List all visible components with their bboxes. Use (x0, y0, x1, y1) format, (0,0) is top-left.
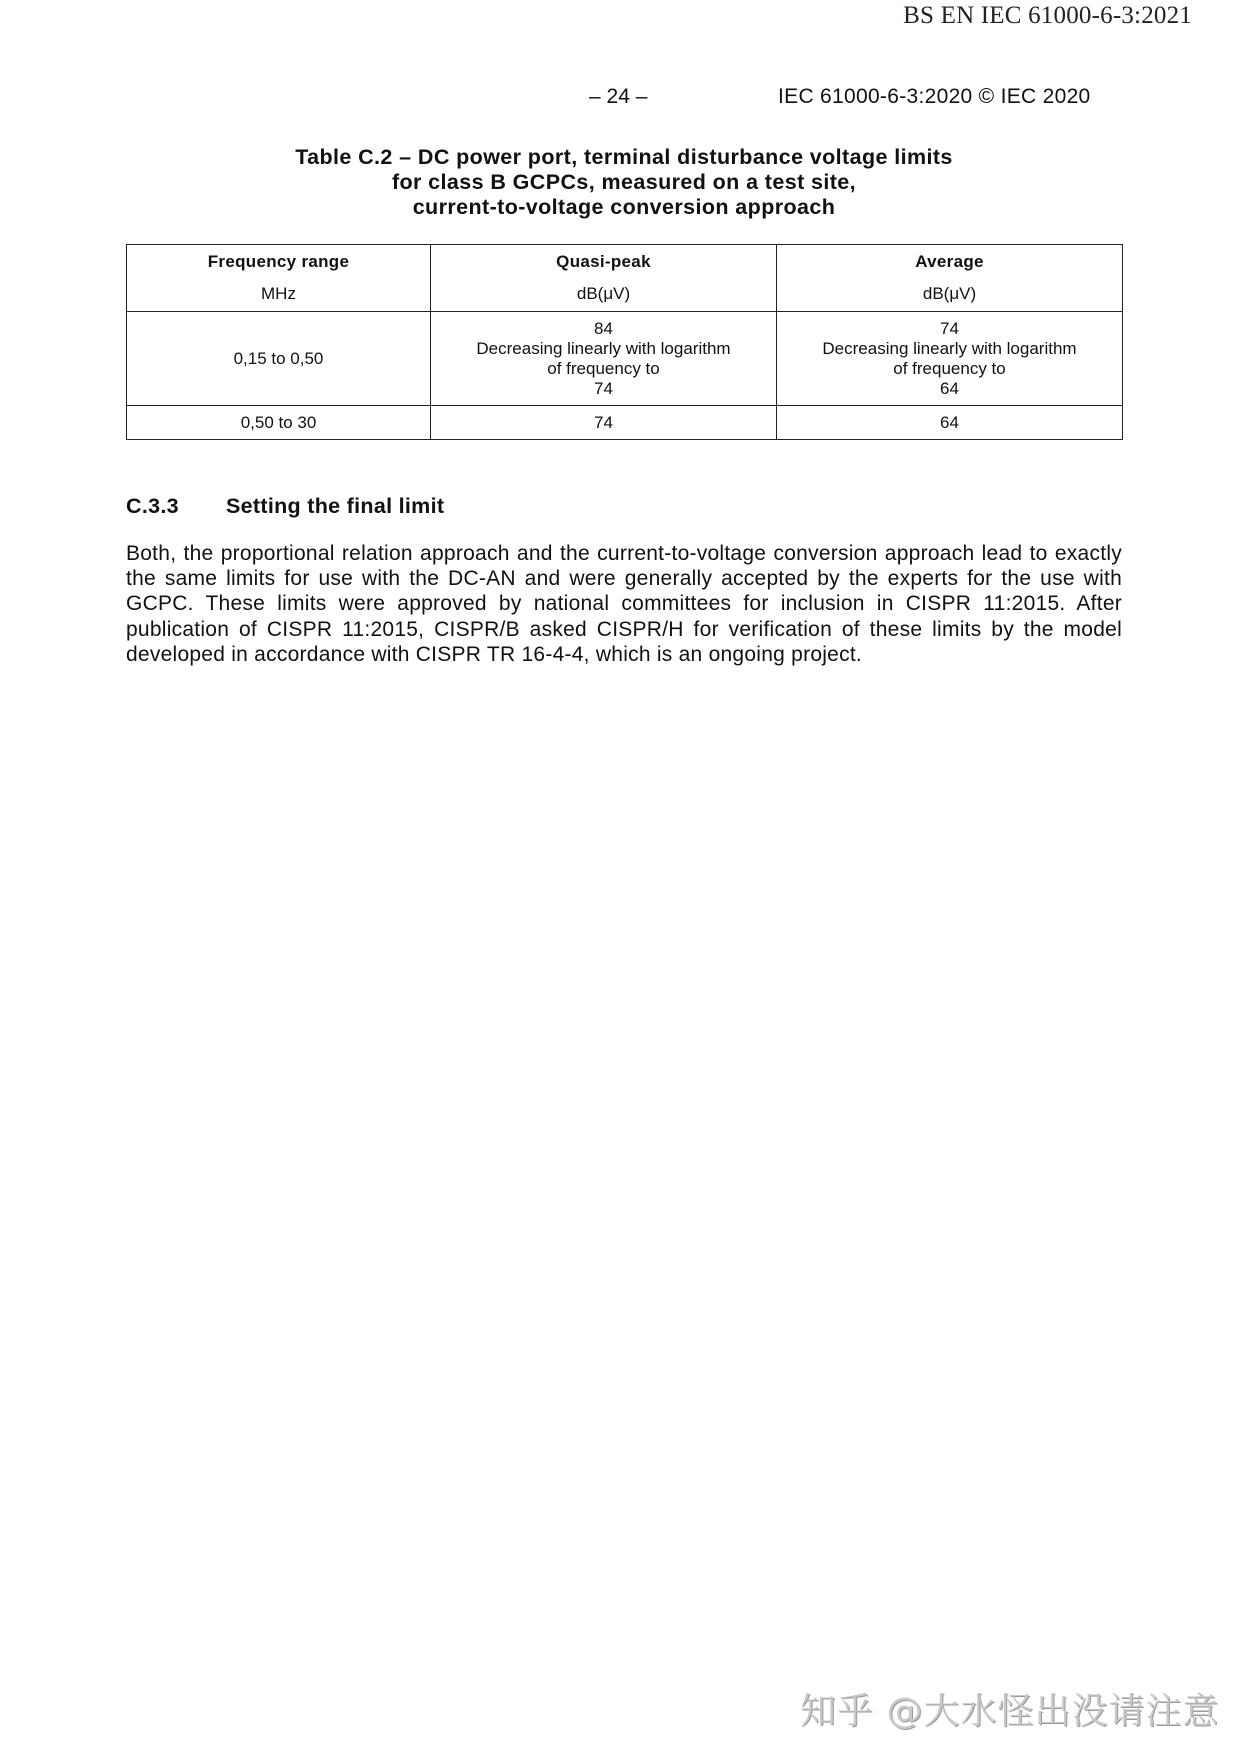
column-title: Frequency range (207, 252, 350, 271)
value-note: of frequency to (547, 358, 660, 378)
header-cell-frequency (127, 245, 431, 312)
watermark: 知乎 @大水怪出没请注意 (800, 1691, 1220, 1732)
cell-quasi-peak: 74 (431, 406, 777, 440)
value-end: 74 (594, 378, 613, 398)
table-caption (126, 145, 1122, 220)
cell-average: 64 (777, 406, 1123, 440)
column-unit: dB(μV) (922, 284, 977, 303)
table-caption-line: Table C.2 – DC power port, terminal disturbance voltage limits (295, 145, 953, 169)
table-header-row (127, 245, 1123, 312)
cell-frequency: 0,15 to 0,50 (127, 312, 431, 406)
page-number: – 24 – (589, 85, 648, 108)
value-note: Decreasing linearly with logarithm (822, 338, 1077, 358)
value-note: of frequency to (893, 358, 1006, 378)
column-unit: dB(μV) (576, 284, 631, 303)
value-start: 74 (940, 318, 959, 338)
value-start: 84 (594, 318, 613, 338)
column-unit: MHz (261, 284, 296, 303)
column-title: Quasi-peak (556, 252, 651, 271)
header-cell-quasi-peak (431, 245, 777, 312)
value-note: Decreasing linearly with logarithm (476, 338, 731, 358)
table-caption-line: current-to-voltage conversion approach (412, 195, 836, 219)
section-number: C.3.3 (126, 494, 179, 518)
limits-table (126, 244, 1123, 440)
value-end: 64 (940, 378, 959, 398)
table-caption-line: for class B GCPCs, measured on a test site, (391, 170, 857, 194)
iec-copyright-header: IEC 61000-6-3:2020 © IEC 2020 (778, 85, 1091, 108)
section-title: Setting the final limit (226, 494, 445, 518)
cell-average (777, 312, 1123, 406)
column-title: Average (915, 252, 984, 271)
table-row (127, 312, 1123, 406)
section-heading (126, 494, 444, 519)
standard-reference-header: BS EN IEC 61000-6-3:2021 (903, 2, 1192, 29)
table-row (127, 406, 1123, 440)
cell-frequency: 0,50 to 30 (127, 406, 431, 440)
header-cell-average (777, 245, 1123, 312)
body-paragraph: Both, the proportional relation approach and the current-to-voltage conversion approach lead to exactly the same limits for use with the DC-AN and were generally accepted by the experts for the use with GCPC. These limits were approved by national committees for inclusion in CISPR 11:2015. After publication of CISPR 11:2015, CISPR/B asked CISPR/H for verification of these limits by the model developed in accordance with CISPR TR 16-4-4, which is an ongoing project. (126, 542, 1122, 666)
cell-quasi-peak (431, 312, 777, 406)
